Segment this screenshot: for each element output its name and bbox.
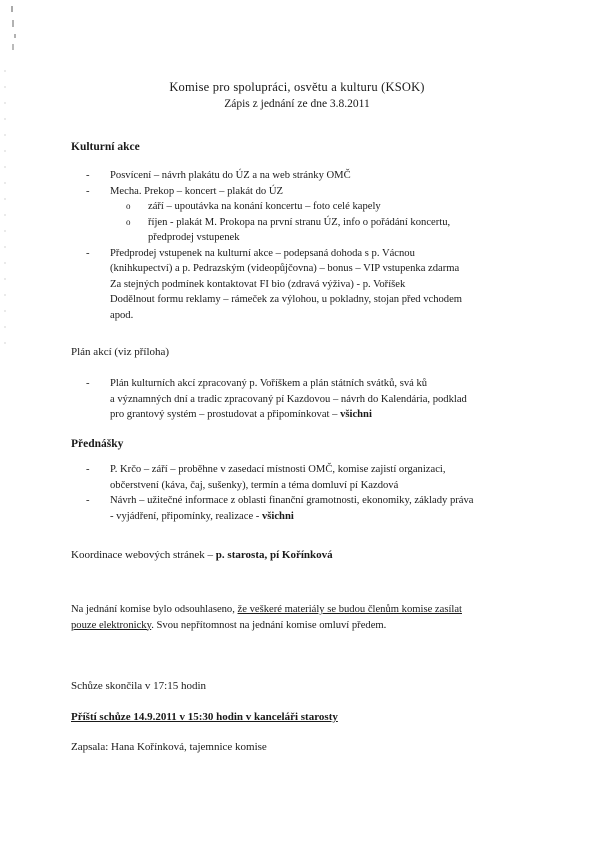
assignee: všichni [340,409,372,420]
note-paragraph [71,602,462,633]
item-text: pro grantový systém – prostudovat a připomínkovat – [110,409,341,420]
list-plan-akci [86,376,467,423]
item-text: a významných dní a tradic zpracovaný pí Kazdovou – návrh do Kalendária, podklad [110,393,467,405]
item-text: Posvícení – návrh plakátu do ÚZ a na web stránky OMČ [110,170,351,181]
note-text: . Svou nepřítomnost na jednání komise omluví předem. [151,619,387,631]
koordinace-line [71,549,333,561]
sublist-item [86,199,462,215]
note-emphasis: pouze elektronicky [71,619,152,631]
koordinace-label: Koordinace webových stránek – [71,549,216,561]
scan-edge-marks [3,0,19,360]
list-item [86,168,462,184]
item-text: září – upoutávka na konání koncertu – foto celé kapely [148,201,381,212]
bullet-circle: o [126,216,131,227]
assignee: všichni [261,510,294,522]
author-line: Zapsala: Hana Kořínková, tajemnice komise [71,741,267,753]
note-text: Na jednání komise bylo odsouhlaseno, [71,604,238,615]
list-item [86,184,462,246]
item-text: říjen - plakát M. Prokopa na první stranu ÚZ, info o pořádání koncertu, [148,216,451,228]
heading-prednasky: Přednášky [71,438,124,450]
item-text: Předprodej vstupenek na kulturní akce – podepsaná dohoda s p. Vácnou [110,247,415,259]
item-text: Plán kulturních akcí zpracovaný p. Voříškem a plán státních svátků, svá ků [110,378,428,389]
list-item [86,462,474,493]
bullet-circle: o [126,201,131,211]
sublist [86,199,462,246]
item-text: předprodej vstupenek [148,232,240,243]
heading-plan-akci: Plán akcí (viz příloha) [71,346,170,358]
bullet-dash: - [86,170,90,181]
list-kulturni-akce [86,168,462,323]
item-text: občerstvení (káva, čaj, sušenky), termín a téma domluví pí Kazdová [110,479,399,491]
item-text: Návrh – užitečné informace z oblasti finanční gramotnosti, ekonomiky, základy práva [110,495,474,506]
bullet-dash: - [86,247,90,259]
item-text: Dodělnout formu reklamy – rámeček za výlohou, u pokladny, stojan před vchodem [110,294,463,305]
item-text: Mecha. Prekop – koncert – plakát do ÚZ [110,185,283,197]
document-title: Komise pro spolupráci, osvětu a kulturu (KSOK) [169,80,425,94]
item-text: - vyjádření, připomínky, realizace - [110,510,262,522]
next-meeting: Příští schůze 14.9.2011 v 15:30 hodin v kanceláři starosty [71,711,338,723]
item-text: (knihkupectví) a p. Pedrazským (videopůjčovna) – bonus – VIP vstupenka zdarma [110,263,460,274]
note-emphasis: že veškeré materiály se budou členům komise zasílat [237,604,462,615]
list-item [86,493,474,524]
heading-kulturni-akce: Kulturní akce [71,141,140,153]
document-subtitle: Zápis z jednání ze dne 3.8.2011 [224,98,370,110]
list-prednasky [86,462,474,524]
item-text: apod. [110,309,134,321]
bullet-dash: - [86,495,90,506]
item-text: Za stejných podmínek kontaktovat FI bio (zdravá výživa) - p. Voříšek [110,278,406,290]
list-item [86,376,467,423]
list-item [86,246,462,324]
meeting-end: Schůze skončila v 17:15 hodin [71,680,207,692]
bullet-dash: - [86,464,90,475]
sublist-item [86,215,462,246]
bullet-dash: - [86,185,90,197]
koordinace-assignees: p. starosta, pí Kořínková [215,549,333,561]
item-text: P. Krčo – září – proběhne v zasedací místnosti OMČ, komise zajistí organizaci, [110,464,446,475]
bullet-dash: - [86,378,90,389]
document-header [0,80,594,110]
